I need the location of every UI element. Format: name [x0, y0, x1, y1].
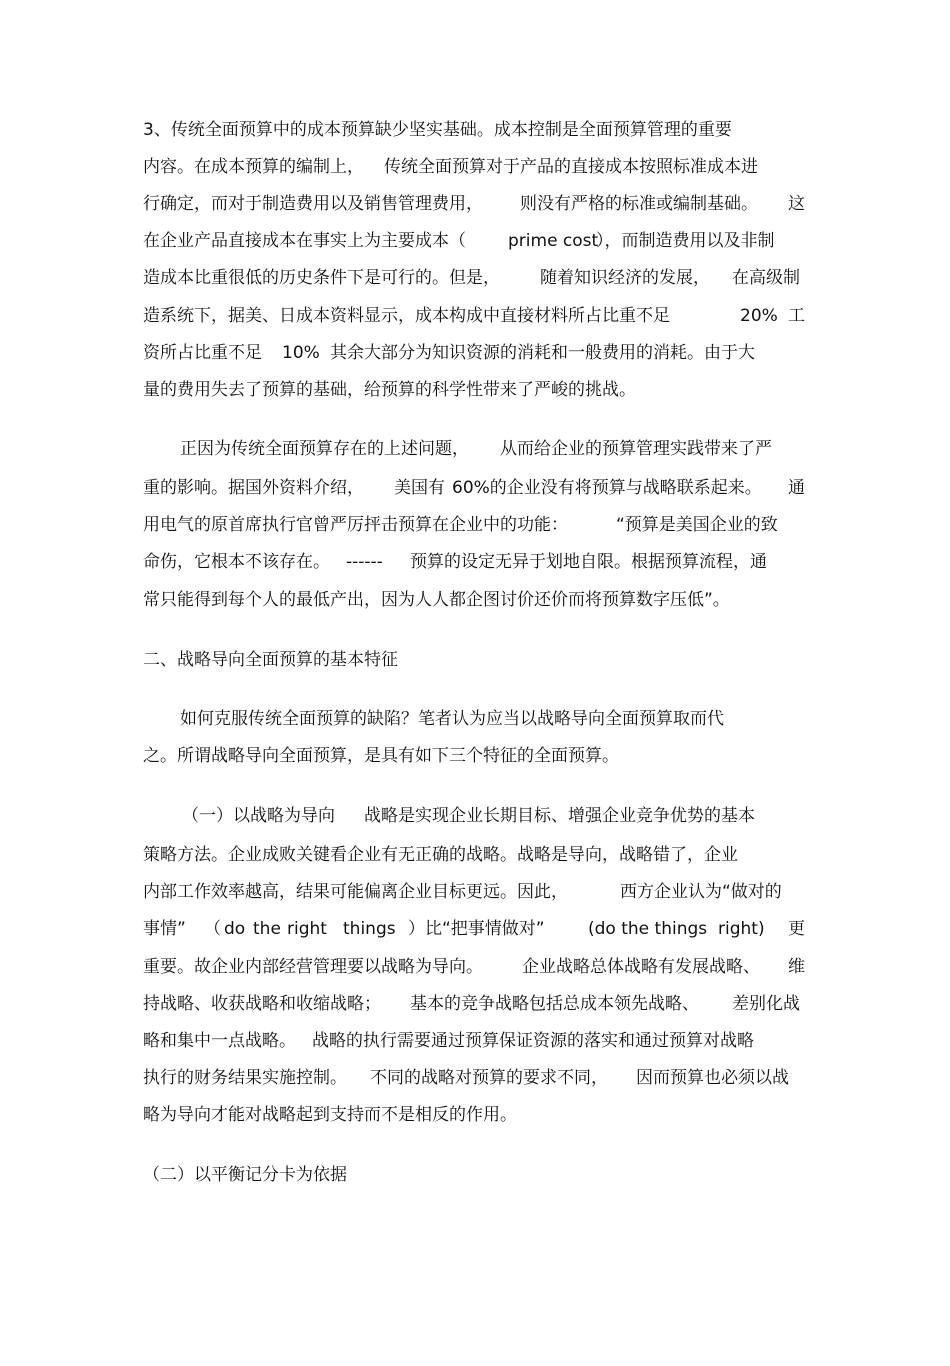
text-segment: ），而制造费用以及非制	[596, 231, 775, 251]
text-segment: 10%	[282, 343, 320, 363]
paragraph-4-line-7	[0, 1022, 950, 1060]
text-segment: 在高级制	[732, 268, 800, 288]
text-segment: 如何克服传统全面预算的缺陷？笔者认为应当以战略导向全面预算取而代	[180, 709, 724, 729]
text-segment: 西方企业认为“做对的	[620, 882, 782, 902]
text-segment: “预算是美国企业的致	[616, 515, 778, 535]
text-segment: right)	[718, 919, 765, 939]
text-segment: 更	[788, 919, 805, 939]
paragraph-4-line-9	[0, 1096, 950, 1134]
text-segment: 3、传统全面预算中的成本预算缺少坚实基础。成本控制是全面预算管理的重要	[143, 120, 732, 140]
text-segment: 策略方法。企业成败关键看企业有无正确的战略。战略是导向，战略错了，企业	[143, 845, 738, 865]
paragraph-1-line-2	[0, 148, 950, 186]
paragraph-1-line-5	[0, 259, 950, 297]
text-segment: 其余大部分为知识资源的消耗和一般费用的消耗。由于大	[330, 343, 755, 363]
paragraph-2-line-5	[0, 581, 950, 619]
paragraph-1-line-6	[0, 297, 950, 335]
text-segment: right	[287, 919, 327, 939]
paragraph-2-line-4	[0, 543, 950, 581]
paragraph-4-line-1	[0, 797, 950, 835]
text-segment: 内容。在成本预算的编制上，	[143, 157, 364, 177]
text-segment: 执行的财务结果实施控制。	[143, 1068, 347, 1088]
text-segment: 基本的竞争战略包括总成本领先战略、	[410, 994, 699, 1014]
paragraph-3-line-1	[0, 700, 950, 738]
subheading-text: （二）以平衡记分卡为依据	[143, 1165, 347, 1185]
text-segment: 战略是实现企业长期目标、增强企业竞争优势的基本	[364, 806, 755, 826]
text-segment: 因而预算也必须以战	[636, 1068, 789, 1088]
text-segment: 持战略、收获战略和收缩战略；	[143, 994, 381, 1014]
text-segment: 战略的执行需要通过预算保证资源的落实和通过预算对战略	[312, 1031, 754, 1051]
text-segment: 略为导向才能对战略起到支持而不是相反的作用。	[143, 1105, 517, 1125]
paragraph-1-line-3	[0, 185, 950, 223]
subsection-heading	[0, 1156, 950, 1194]
text-segment: 常只能得到每个人的最低产出，因为人人都企图讨价还价而将预算数字压低”。	[143, 590, 730, 610]
paragraph-1-line-1	[0, 111, 950, 149]
paragraph-4-line-4	[0, 910, 950, 948]
text-segment: 造系统下，据美、日成本资料显示，成本构成中直接材料所占比重不足	[143, 306, 670, 326]
text-segment: 造成本比重很低的历史条件下是可行的。但是，	[143, 268, 500, 288]
text-segment: 预算的设定无异于划地自限。根据预算流程，通	[410, 552, 767, 572]
text-segment: ------	[346, 552, 383, 572]
text-segment: 之。所谓战略导向全面预算，是具有如下三个特征的全面预算。	[143, 746, 619, 766]
text-segment: prime cost	[508, 231, 599, 251]
text-segment: 则没有严格的标准或编制基础。	[520, 194, 758, 214]
text-segment: 用电气的原首席执行官曾严厉抨击预算在企业中的功能：	[143, 515, 568, 535]
text-segment: 不同的战略对预算的要求不同，	[370, 1068, 608, 1088]
text-segment: 重要。故企业内部经营管理要以战略为导向。	[143, 957, 483, 977]
text-segment: 略和集中一点战略。	[143, 1031, 296, 1051]
text-segment: 随着知识经济的发展，	[540, 268, 710, 288]
text-segment: （	[204, 919, 221, 939]
text-segment: 通	[788, 478, 805, 498]
text-segment: 60%的企业没有将预算与战略联系起来。	[452, 478, 762, 498]
paragraph-4-line-5	[0, 948, 950, 986]
paragraph-2-line-2	[0, 469, 950, 507]
text-segment: 重的影响。据国外资料介绍，	[143, 478, 364, 498]
text-segment: 行确定，而对于制造费用以及销售管理费用，	[143, 194, 483, 214]
text-segment: 内部工作效率越高，结果可能偏离企业目标更远。因此，	[143, 882, 568, 902]
text-segment: 事情”	[143, 919, 186, 939]
paragraph-4-line-6	[0, 985, 950, 1023]
text-segment: (do the things	[588, 919, 708, 939]
text-segment: things	[343, 919, 396, 939]
text-segment: 资所占比重不足	[143, 343, 262, 363]
text-segment: 差别化战	[732, 994, 800, 1014]
paragraph-4-line-8	[0, 1059, 950, 1097]
text-segment: 这	[788, 194, 805, 214]
paragraph-3-line-2	[0, 737, 950, 775]
text-segment: 传统全面预算对于产品的直接成本按照标准成本进	[384, 157, 758, 177]
text-segment: 维	[788, 957, 805, 977]
text-segment: 正因为传统全面预算存在的上述问题，	[180, 439, 469, 459]
text-segment: the	[253, 919, 281, 939]
text-segment: 企业战略总体战略有发展战略、	[522, 957, 760, 977]
text-segment: ）比“把事情做对”	[408, 919, 545, 939]
section-heading	[0, 641, 950, 679]
heading-text: 二、战略导向全面预算的基本特征	[143, 650, 398, 670]
paragraph-2-line-1	[0, 430, 950, 468]
paragraph-1-line-8	[0, 371, 950, 409]
paragraph-2-line-3	[0, 506, 950, 544]
text-segment: 量的费用失去了预算的基础，给预算的科学性带来了严峻的挑战。	[143, 380, 636, 400]
text-segment: 美国有	[394, 478, 445, 498]
paragraph-4-line-2	[0, 836, 950, 874]
paragraph-1-line-7	[0, 334, 950, 372]
paragraph-1-line-4	[0, 222, 950, 260]
paragraph-4-line-3	[0, 873, 950, 911]
text-segment: 命伤，它根本不该存在。	[143, 552, 330, 572]
text-segment: （一）以战略为导向	[182, 806, 335, 826]
text-segment: 在企业产品直接成本在事实上为主要成本（	[143, 231, 466, 251]
text-segment: 从而给企业的预算管理实践带来了严	[500, 439, 772, 459]
text-segment: 工	[788, 306, 805, 326]
text-segment: do	[224, 919, 246, 939]
text-segment: 20%	[740, 306, 778, 326]
